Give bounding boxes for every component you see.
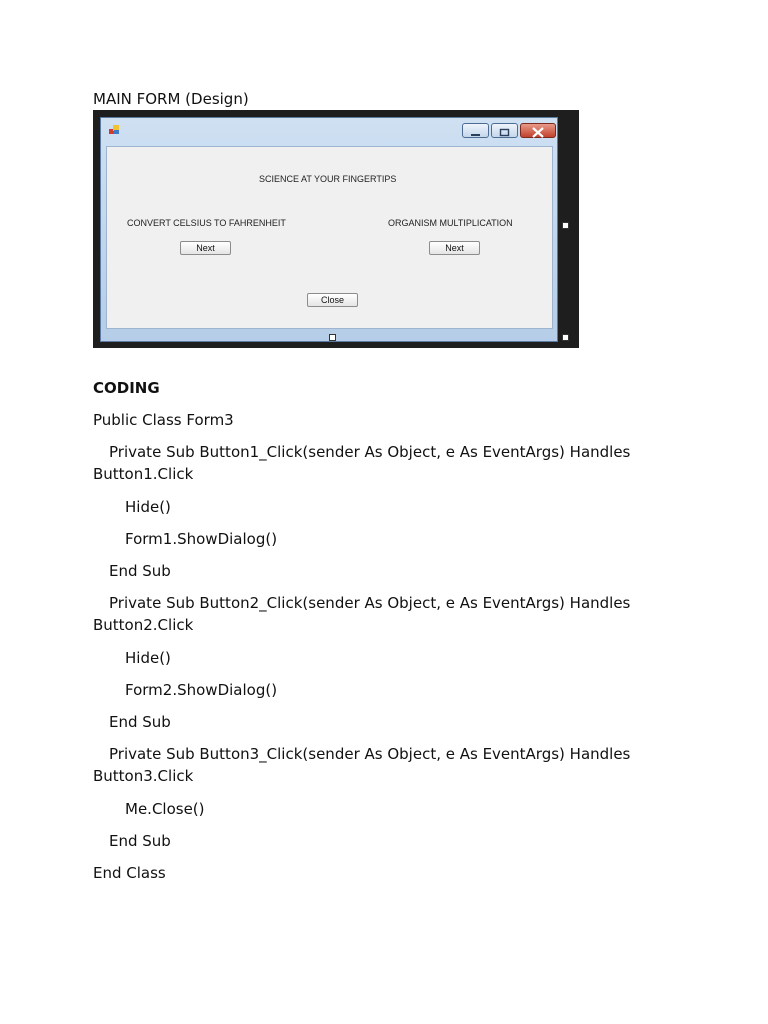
- minimize-button[interactable]: [462, 123, 489, 138]
- window-close-button[interactable]: [520, 123, 556, 138]
- maximize-button[interactable]: [491, 123, 518, 138]
- form-window: [100, 117, 558, 342]
- code-line: Private Sub Button2_Click(sender As Object, e As EventArgs) Handles Button2.Click: [93, 594, 631, 634]
- code-line: End Sub: [109, 713, 171, 731]
- main-form-heading: MAIN FORM (Design): [93, 90, 249, 108]
- resize-handle[interactable]: [562, 222, 569, 229]
- code-line: End Sub: [109, 562, 171, 580]
- resize-handle[interactable]: [329, 334, 336, 341]
- code-line: Form2.ShowDialog(): [125, 681, 278, 699]
- app-icon: [109, 125, 120, 135]
- maximize-icon: [492, 126, 517, 139]
- code-line: Public Class Form3: [93, 411, 234, 429]
- form-client-area: [106, 146, 553, 329]
- close-button[interactable]: Close: [307, 293, 358, 307]
- code-line: Private Sub Button3_Click(sender As Object, e As EventArgs) Handles Button3.Click: [93, 745, 631, 785]
- organism-next-button[interactable]: Next: [429, 241, 480, 255]
- close-icon: [521, 126, 555, 139]
- window-titlebar: [101, 118, 557, 142]
- code-line: Form1.ShowDialog(): [125, 530, 278, 548]
- organism-label: ORGANISM MULTIPLICATION: [388, 218, 513, 228]
- resize-handle[interactable]: [562, 334, 569, 341]
- coding-heading: CODING: [93, 379, 160, 397]
- code-line: Private Sub Button1_Click(sender As Object, e As EventArgs) Handles Button1.Click: [93, 443, 631, 483]
- code-line: Hide(): [125, 498, 171, 516]
- form-designer-screenshot: [93, 110, 579, 348]
- code-line: Hide(): [125, 649, 171, 667]
- celsius-label: CONVERT CELSIUS TO FAHRENHEIT: [127, 218, 286, 228]
- code-line: End Class: [93, 864, 166, 882]
- minimize-icon: [463, 126, 488, 139]
- form-title-label: SCIENCE AT YOUR FINGERTIPS: [259, 174, 397, 184]
- celsius-next-button[interactable]: Next: [180, 241, 231, 255]
- code-line: End Sub: [109, 832, 171, 850]
- code-line: Me.Close(): [125, 800, 205, 818]
